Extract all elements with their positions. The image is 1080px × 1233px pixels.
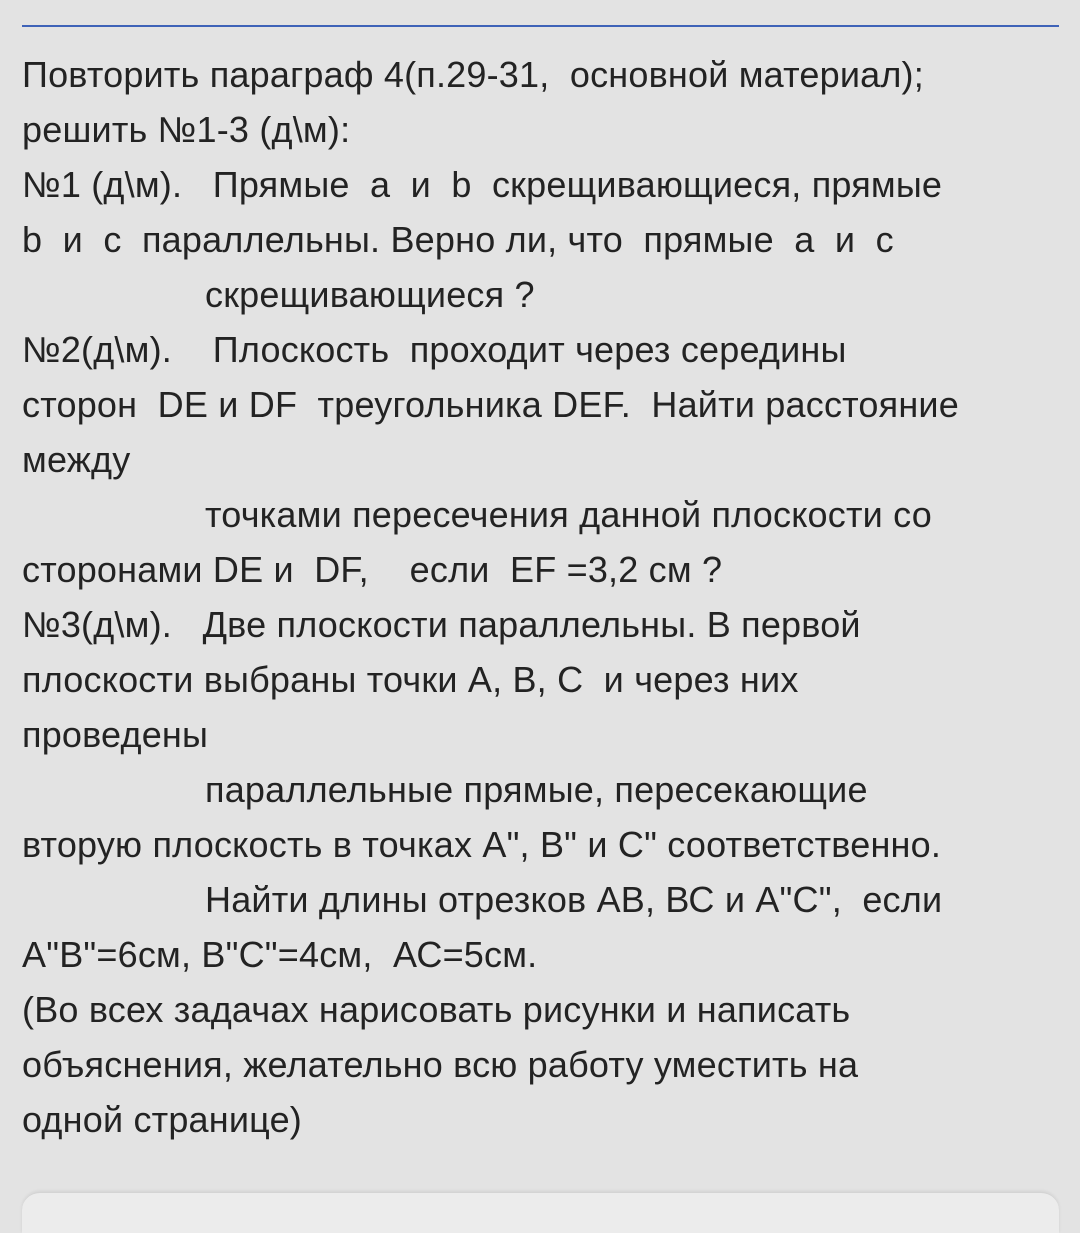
text-line: параллельные прямые, пересекающие xyxy=(205,769,868,810)
text-line: плоскости выбраны точки А, В, С и через них xyxy=(22,659,799,700)
text-line: Найти длины отрезков АВ, ВС и А"С", если xyxy=(205,879,943,920)
text-line: между xyxy=(22,439,131,480)
text-line: №2(д\м). Плоскость проходит через середины xyxy=(22,329,847,370)
top-divider xyxy=(22,25,1059,27)
text-line: b и с параллельны. Верно ли, что прямые а и с xyxy=(22,219,894,260)
text-line: №1 (д\м). Прямые а и b скрещивающиеся, прямые xyxy=(22,164,943,205)
text-line: скрещивающиеся ? xyxy=(205,274,535,315)
text-line: №3(д\м). Две плоскости параллельны. В первой xyxy=(22,604,861,645)
text-line: одной странице) xyxy=(22,1099,302,1140)
text-line: проведены xyxy=(22,714,209,755)
text-line: А"В"=6см, В"С"=4см, АС=5см. xyxy=(22,934,538,975)
text-line: (Во всех задачах нарисовать рисунки и написать xyxy=(22,989,851,1030)
text-line: сторонами DE и DF, если EF =3,2 см ? xyxy=(22,549,723,590)
bottom-card xyxy=(22,1192,1059,1233)
text-line: вторую плоскость в точках А", В" и С" соответственно. xyxy=(22,824,942,865)
text-line: сторон DE и DF треугольника DEF. Найти расстояние xyxy=(22,384,959,425)
text-line: решить №1-3 (д\м): xyxy=(22,109,351,150)
assignment-text xyxy=(22,47,1062,1147)
text-line: объяснения, желательно всю работу уместить на xyxy=(22,1044,859,1085)
text-line: Повторить параграф 4(п.29-31, основной материал); xyxy=(22,54,924,95)
text-line: точками пересечения данной плоскости со xyxy=(205,494,932,535)
